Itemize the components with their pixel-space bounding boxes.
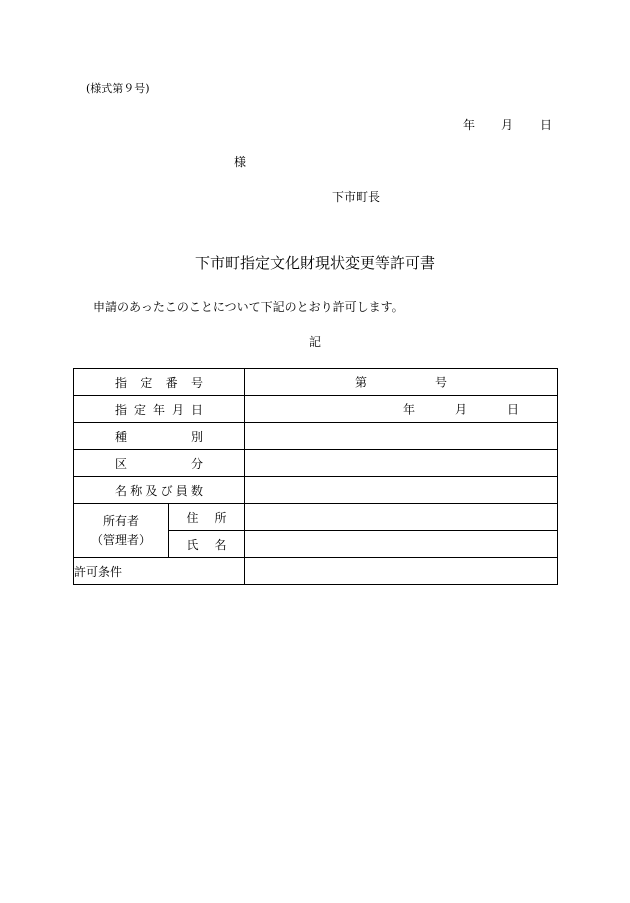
name-count-label: 名称及び員数 [115, 483, 203, 498]
owner-label: 所有者 [102, 513, 139, 528]
name-count-label-cell [74, 477, 245, 504]
manager-label: （管理者） [90, 532, 151, 547]
designation-number-label-cell [74, 369, 245, 396]
designation-date-label-cell [74, 396, 245, 423]
conditions-label-cell [74, 558, 245, 585]
designation-number-suffix: 号 [435, 375, 448, 390]
owner-label-cell [74, 504, 169, 558]
issue-date-year: 年 [463, 118, 476, 132]
issue-date-month: 月 [501, 118, 514, 132]
designation-date-label: 指定年月日 [115, 402, 203, 417]
designation-number-prefix: 第 [355, 375, 368, 390]
designation-date-year: 年 [403, 402, 416, 417]
conditions-label: 許可条件 [74, 564, 123, 579]
recipient-suffix: 様 [234, 155, 247, 169]
type-label-cell [74, 423, 245, 450]
form-number: (様式第９号) [86, 82, 150, 95]
category-label-cell [74, 450, 245, 477]
table-row-category [74, 450, 558, 477]
issuer: 下市町長 [332, 190, 381, 204]
type-value [245, 423, 558, 450]
table-row-designation-date [74, 396, 558, 423]
designation-date-month: 月 [455, 402, 468, 417]
designation-date-day: 日 [507, 402, 520, 417]
table-row-owner-address [74, 504, 558, 531]
body-text: 申請のあったこのことについて下記のとおり許可します。 [93, 300, 404, 314]
name-count-value [245, 477, 558, 504]
category-label: 区分 [115, 456, 203, 471]
designation-date-value [245, 396, 558, 423]
category-value [245, 450, 558, 477]
address-label-cell [169, 504, 245, 531]
table-row-name-count [74, 477, 558, 504]
name-label-cell [169, 531, 245, 558]
ki-heading: 記 [308, 335, 321, 349]
table-row-conditions [74, 558, 558, 585]
issue-date-day: 日 [540, 118, 553, 132]
designation-number-label: 指定番号 [115, 375, 203, 390]
designation-number-value [245, 369, 558, 396]
table-row-designation-number [74, 369, 558, 396]
table-row-type [74, 423, 558, 450]
address-value [245, 504, 558, 531]
conditions-value [245, 558, 558, 585]
permit-table [73, 368, 558, 585]
name-label: 氏名 [186, 537, 227, 552]
type-label: 種別 [115, 429, 203, 444]
address-label: 住所 [186, 510, 227, 525]
document-title: 下市町指定文化財現状変更等許可書 [194, 254, 435, 272]
name-value [245, 531, 558, 558]
